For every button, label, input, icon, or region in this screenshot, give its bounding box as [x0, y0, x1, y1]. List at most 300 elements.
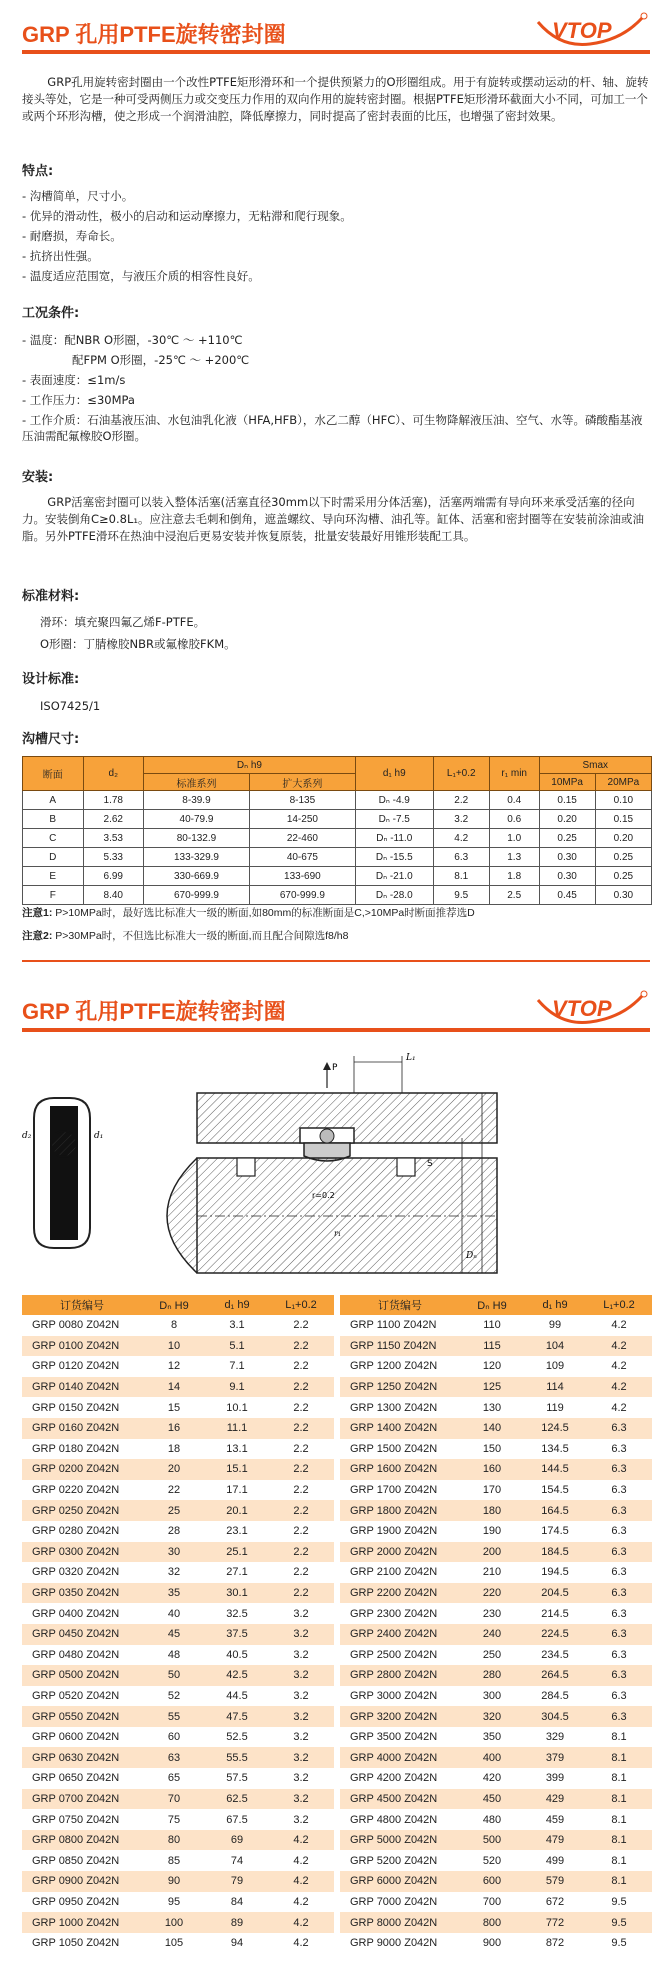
groove-cell: 80-132.9 — [144, 829, 250, 848]
order-code: GRP 0150 Z042N — [32, 1401, 120, 1414]
order-table-left — [22, 1295, 334, 1953]
order-value: 160 — [460, 1459, 524, 1480]
order-value: 12 — [167, 1360, 181, 1373]
order-value: 37.5 — [206, 1624, 268, 1645]
order-row — [22, 1912, 334, 1933]
order-row — [340, 1892, 652, 1913]
order-row — [22, 1439, 334, 1460]
order-value: 52.5 — [226, 1731, 248, 1744]
order-value: 8.1 — [586, 1789, 652, 1810]
order-row — [340, 1521, 652, 1542]
order-code: GRP 0650 Z042N — [32, 1772, 120, 1785]
order-value: 124.5 — [524, 1418, 586, 1439]
order-code: GRP 4000 Z042N — [340, 1747, 460, 1768]
groove-cell: 0.30 — [595, 886, 651, 905]
groove-cell: 133-329.9 — [144, 848, 250, 867]
order-value: 240 — [460, 1624, 524, 1645]
order-value: 250 — [482, 1648, 502, 1661]
standard-value: ISO7425/1 — [40, 699, 101, 713]
note-2-label: 注意2: — [22, 930, 53, 942]
order-value: 104 — [524, 1336, 586, 1357]
order-row — [340, 1665, 652, 1686]
order-code: GRP 0600 Z042N — [32, 1731, 120, 1744]
order-value: 4.2 — [586, 1336, 652, 1357]
order-row — [22, 1336, 334, 1357]
order-value: 10 — [142, 1336, 206, 1357]
groove-cell: D — [23, 848, 84, 867]
groove-cell: 22-460 — [249, 829, 355, 848]
groove-cell: 330-669.9 — [144, 867, 250, 886]
order-code: GRP 2800 Z042N — [340, 1665, 460, 1686]
groove-row — [23, 810, 652, 829]
order-value: 75 — [167, 1813, 181, 1826]
header-20mpa: 20MPa — [595, 774, 651, 791]
order-value: 2.2 — [268, 1377, 334, 1398]
order-code: GRP 3000 Z042N — [350, 1689, 438, 1702]
order-value: 62.5 — [206, 1789, 268, 1810]
groove-cell: Dₙ -21.0 — [355, 867, 433, 886]
order-row — [22, 1603, 334, 1624]
order-code: GRP 5000 Z042N — [340, 1830, 460, 1851]
order-value: 4.2 — [268, 1830, 334, 1851]
condition-item: - 工作介质：石油基液压油、水包油乳化液（HFA,HFB），水乙二醇（HFC）、可生物降解液压油、空气、水等。磷酸酯基液压油需配氟橡胶O形圈。 — [22, 413, 643, 443]
header-l1: L₁+0.2 — [586, 1295, 652, 1315]
order-code: GRP 0550 Z042N — [22, 1706, 142, 1727]
order-value: 6.3 — [611, 1689, 627, 1702]
groove-cell: 3.2 — [433, 810, 489, 829]
groove-cell: 670-999.9 — [249, 886, 355, 905]
order-value: 94 — [230, 1937, 244, 1950]
order-row — [340, 1727, 652, 1748]
feature-item: - 温度适应范围宽，与液压介质的相容性良好。 — [22, 269, 260, 283]
groove-cell: 6.3 — [433, 848, 489, 867]
order-value: 6.3 — [611, 1484, 627, 1497]
install-text: GRP活塞密封圈可以装入整体活塞(活塞直径30mm以下时需采用分体活塞)，活塞两端需有导向环来承受活塞的径向力。安装倒角C≥0.8L₁。应注意去毛刺和倒角，遮盖螺纹、导向环沟槽、油孔等。缸体、活塞和密封圈等在安装前涂油或油脂。另外PTFE滑环在热油中浸泡后更易安装并恢复原装，批量安装最好用锥形装配工具。 — [22, 495, 644, 543]
order-row — [22, 1686, 334, 1707]
order-row — [22, 1542, 334, 1563]
order-value: 2.2 — [293, 1360, 309, 1373]
order-value: 9.5 — [586, 1912, 652, 1933]
order-value: 304.5 — [524, 1706, 586, 1727]
order-value: 9.1 — [206, 1377, 268, 1398]
order-row — [340, 1871, 652, 1892]
order-value: 4.2 — [268, 1871, 334, 1892]
order-value: 672 — [545, 1895, 565, 1908]
order-row — [340, 1315, 652, 1336]
note-1-label: 注意1: — [22, 907, 53, 919]
order-value: 13.1 — [226, 1442, 248, 1455]
header-extended-series: 扩大系列 — [249, 774, 355, 791]
order-value: 3.2 — [268, 1624, 334, 1645]
order-value: 194.5 — [541, 1566, 569, 1579]
order-code: GRP 0950 Z042N — [32, 1895, 120, 1908]
order-value: 4.2 — [293, 1854, 309, 1867]
feature-item: - 耐磨损，寿命长。 — [22, 229, 122, 243]
order-value: 3.2 — [293, 1648, 309, 1661]
order-code: GRP 0900 Z042N — [22, 1871, 142, 1892]
order-value: 4.2 — [293, 1895, 309, 1908]
order-value: 65 — [167, 1772, 181, 1785]
order-row — [22, 1727, 334, 1748]
order-value: 45 — [142, 1624, 206, 1645]
order-row — [22, 1665, 334, 1686]
order-code: GRP 1150 Z042N — [340, 1336, 460, 1357]
order-value: 40 — [167, 1607, 181, 1620]
order-value: 8.1 — [611, 1854, 627, 1867]
order-row — [22, 1397, 334, 1418]
order-code: GRP 9000 Z042N — [350, 1937, 438, 1950]
groove-cell: 0.20 — [595, 829, 651, 848]
order-value: 14 — [142, 1377, 206, 1398]
order-value: 224.5 — [524, 1624, 586, 1645]
order-code: GRP 2500 Z042N — [350, 1648, 438, 1661]
order-value: 90 — [142, 1871, 206, 1892]
svg-text:r₁: r₁ — [334, 1229, 342, 1238]
order-row — [340, 1686, 652, 1707]
order-row — [22, 1768, 334, 1789]
groove-cell: 6.99 — [83, 867, 144, 886]
order-code: GRP 0320 Z042N — [32, 1566, 120, 1579]
order-row — [340, 1645, 652, 1666]
order-value: 190 — [482, 1525, 502, 1538]
svg-text:r=0.2: r=0.2 — [312, 1191, 335, 1200]
order-value: 8.1 — [611, 1772, 627, 1785]
order-row — [22, 1418, 334, 1439]
order-row — [340, 1336, 652, 1357]
order-value: 30 — [142, 1542, 206, 1563]
header-d1: d₁ h9 — [206, 1295, 268, 1315]
order-code: GRP 1900 Z042N — [350, 1525, 438, 1538]
order-value: 5.1 — [206, 1336, 268, 1357]
order-row — [340, 1624, 652, 1645]
material-item: 滑环：填充聚四氟乙烯F-PTFE。 — [40, 615, 206, 629]
note-2 — [22, 928, 348, 943]
groove-cell: 1.8 — [489, 867, 539, 886]
header-section: 断面 — [23, 757, 84, 791]
groove-cell: 0.6 — [489, 810, 539, 829]
header-dn: Dₙ H9 — [142, 1295, 206, 1315]
order-code: GRP 0220 Z042N — [32, 1484, 120, 1497]
order-value: 230 — [482, 1607, 502, 1620]
order-row — [340, 1830, 652, 1851]
order-value: 85 — [167, 1854, 181, 1867]
order-value: 105 — [164, 1937, 184, 1950]
order-value: 8.1 — [586, 1871, 652, 1892]
svg-text:d₂: d₂ — [22, 1131, 32, 1141]
groove-cell: F — [23, 886, 84, 905]
order-value: 89 — [206, 1912, 268, 1933]
order-value: 44.5 — [226, 1689, 248, 1702]
order-value: 329 — [545, 1731, 565, 1744]
order-row — [22, 1645, 334, 1666]
order-value: 264.5 — [524, 1665, 586, 1686]
order-row — [22, 1747, 334, 1768]
material-heading: 标准材料: — [22, 589, 80, 604]
order-value: 60 — [167, 1731, 181, 1744]
groove-cell: 2.2 — [433, 791, 489, 810]
install-heading: 安装: — [22, 470, 54, 485]
order-value: 16 — [142, 1418, 206, 1439]
order-value: 8.1 — [611, 1731, 627, 1744]
order-row — [340, 1542, 652, 1563]
order-value: 2.2 — [268, 1542, 334, 1563]
groove-table — [22, 756, 652, 905]
order-value: 6.3 — [586, 1500, 652, 1521]
groove-cell: 5.33 — [83, 848, 144, 867]
order-value: 15.1 — [206, 1459, 268, 1480]
order-value: 74 — [230, 1854, 244, 1867]
order-code: GRP 4200 Z042N — [350, 1772, 438, 1785]
groove-cell: 8-135 — [249, 791, 355, 810]
order-value: 9.5 — [611, 1895, 627, 1908]
order-value: 2.2 — [268, 1336, 334, 1357]
groove-row — [23, 867, 652, 886]
groove-cell: 1.3 — [489, 848, 539, 867]
groove-cell: E — [23, 867, 84, 886]
order-value: 6.3 — [611, 1566, 627, 1579]
order-code: GRP 0350 Z042N — [22, 1583, 142, 1604]
order-value: 27.1 — [226, 1566, 248, 1579]
order-value: 140 — [460, 1418, 524, 1439]
order-row — [340, 1747, 652, 1768]
order-value: 450 — [460, 1789, 524, 1810]
groove-cell: 8-39.9 — [144, 791, 250, 810]
order-code: GRP 0700 Z042N — [22, 1789, 142, 1810]
groove-cell: 133-690 — [249, 867, 355, 886]
order-row — [22, 1521, 334, 1542]
groove-row — [23, 886, 652, 905]
order-code: GRP 1100 Z042N — [350, 1319, 437, 1332]
order-code: GRP 2000 Z042N — [340, 1542, 460, 1563]
condition-item: 配FPM O形圈，-25℃ ～ +200℃ — [72, 353, 250, 367]
order-value: 120 — [482, 1360, 502, 1373]
conditions-heading: 工况条件: — [22, 306, 80, 321]
groove-cell: 2.5 — [489, 886, 539, 905]
groove-cell: Dₙ -7.5 — [355, 810, 433, 829]
order-value: 32.5 — [226, 1607, 248, 1620]
condition-item: - 表面速度：≤1m/s — [22, 373, 126, 387]
groove-cell: 3.53 — [83, 829, 144, 848]
note-1-text: P>10MPa时，最好选比标准大一级的断面,如80mm的标准断面是C,>10MPa时断面推荐选D — [55, 907, 475, 919]
order-value: 520 — [482, 1854, 502, 1867]
groove-cell: B — [23, 810, 84, 829]
header-standard-series: 标准系列 — [144, 774, 250, 791]
order-value: 11.1 — [206, 1418, 268, 1439]
order-code: GRP 1800 Z042N — [340, 1500, 460, 1521]
order-value: 214.5 — [541, 1607, 569, 1620]
order-value: 6.3 — [586, 1418, 652, 1439]
order-row — [340, 1397, 652, 1418]
order-value: 2.2 — [268, 1583, 334, 1604]
groove-row — [23, 848, 652, 867]
order-value: 57.5 — [226, 1772, 248, 1785]
order-row — [22, 1892, 334, 1913]
order-value: 499 — [545, 1854, 565, 1867]
note-2-text: P>30MPa时，不但选比标准大一级的断面,而且配合间隙选f8/h8 — [55, 930, 349, 942]
order-code: GRP 0400 Z042N — [32, 1607, 120, 1620]
order-value: 6.3 — [586, 1583, 652, 1604]
order-code: GRP 0140 Z042N — [22, 1377, 142, 1398]
order-value: 15 — [167, 1401, 181, 1414]
groove-heading: 沟槽尺寸: — [22, 732, 80, 747]
order-value: 3.2 — [293, 1607, 309, 1620]
order-value: 3.2 — [293, 1731, 309, 1744]
order-value: 119 — [546, 1401, 564, 1414]
svg-text:P: P — [332, 1063, 338, 1073]
order-value: 3.2 — [268, 1665, 334, 1686]
order-code: GRP 1700 Z042N — [350, 1484, 438, 1497]
order-row — [22, 1562, 334, 1583]
order-value: 9.5 — [611, 1937, 627, 1950]
groove-cell: 2.62 — [83, 810, 144, 829]
order-row — [22, 1583, 334, 1604]
order-value: 2.2 — [268, 1500, 334, 1521]
order-value: 3.2 — [268, 1789, 334, 1810]
order-value: 4.2 — [611, 1360, 627, 1373]
svg-text:S: S — [427, 1159, 433, 1169]
order-value: 479 — [524, 1830, 586, 1851]
groove-cell: Dₙ -11.0 — [355, 829, 433, 848]
order-value: 22 — [167, 1484, 181, 1497]
order-row — [22, 1500, 334, 1521]
order-row — [22, 1830, 334, 1851]
svg-text:d₁: d₁ — [94, 1131, 104, 1141]
order-value: 6.3 — [611, 1607, 627, 1620]
order-value: 150 — [482, 1442, 502, 1455]
groove-cell: 1.0 — [489, 829, 539, 848]
oil-hole — [237, 1158, 255, 1176]
page2-title: GRP 孔用PTFE旋转密封圈 — [22, 999, 286, 1024]
order-code: GRP 1000 Z042N — [22, 1912, 142, 1933]
order-value: 284.5 — [541, 1689, 569, 1702]
groove-cell: Dₙ -28.0 — [355, 886, 433, 905]
svg-text:Dₙ: Dₙ — [466, 1251, 477, 1261]
order-value: 125 — [460, 1377, 524, 1398]
order-value: 40.5 — [226, 1648, 248, 1661]
order-code: GRP 3500 Z042N — [350, 1731, 438, 1744]
header-r1: r₁ min — [489, 757, 539, 791]
order-code: GRP 1300 Z042N — [350, 1401, 438, 1414]
order-value: 114 — [524, 1377, 586, 1398]
order-value: 84 — [230, 1895, 244, 1908]
order-code: GRP 5200 Z042N — [350, 1854, 438, 1867]
order-code: GRP 4500 Z042N — [340, 1789, 460, 1810]
order-value: 70 — [142, 1789, 206, 1810]
order-value: 3.2 — [268, 1706, 334, 1727]
order-value: 280 — [460, 1665, 524, 1686]
order-value: 579 — [524, 1871, 586, 1892]
header-d2: d₂ — [83, 757, 144, 791]
order-row — [22, 1624, 334, 1645]
order-code: GRP 0750 Z042N — [32, 1813, 120, 1826]
order-value: 2.2 — [293, 1442, 309, 1455]
groove-cell: 0.25 — [595, 867, 651, 886]
groove-cell: 0.15 — [539, 791, 595, 810]
order-value: 6.3 — [586, 1665, 652, 1686]
order-value: 154.5 — [541, 1484, 569, 1497]
intro-text: GRP孔用旋转密封圈由一个改性PTFE矩形滑环和一个提供预紧力的O形圈组成。用于有旋转或摆动运动的杆、轴、旋转接头等处，它是一种可受两侧压力或交变压力作用的双向作用的旋转密封圈。根据PTFE矩形滑环截面大小不同，可加工一个或两个环形沟槽，使之形成一个润滑油腔，降低摩擦力，同时提高了密封表面的比压，也增强了密封效果。 — [22, 75, 649, 123]
order-value: 32 — [167, 1566, 181, 1579]
feature-item: - 优异的滑动性，极小的启动和运动摩擦力，无粘滞和爬行现象。 — [22, 209, 352, 223]
order-value: 2.2 — [268, 1459, 334, 1480]
order-row — [22, 1850, 334, 1871]
order-value: 95 — [167, 1895, 181, 1908]
seal-cross-section — [22, 1098, 103, 1248]
order-value: 2.2 — [293, 1566, 309, 1579]
order-code: GRP 1400 Z042N — [340, 1418, 460, 1439]
order-value: 2.2 — [293, 1319, 309, 1332]
order-row — [22, 1871, 334, 1892]
order-row — [22, 1377, 334, 1398]
groove-cell: 8.1 — [433, 867, 489, 886]
order-row — [340, 1377, 652, 1398]
header-10mpa: 10MPa — [539, 774, 595, 791]
order-code: GRP 0120 Z042N — [32, 1360, 120, 1373]
order-row — [22, 1789, 334, 1810]
order-value: 480 — [482, 1813, 502, 1826]
order-value: 10.1 — [226, 1401, 248, 1414]
order-row — [22, 1706, 334, 1727]
order-value: 399 — [545, 1772, 565, 1785]
order-value: 174.5 — [541, 1525, 569, 1538]
order-code: GRP 2100 Z042N — [350, 1566, 438, 1579]
groove-cell: 0.30 — [539, 867, 595, 886]
standard-heading: 设计标准: — [22, 672, 80, 687]
order-row — [340, 1933, 652, 1954]
order-value: 3.2 — [268, 1747, 334, 1768]
order-value: 55.5 — [206, 1747, 268, 1768]
order-value: 79 — [206, 1871, 268, 1892]
order-value: 3.2 — [293, 1689, 309, 1702]
order-value: 872 — [545, 1937, 565, 1950]
order-row — [340, 1439, 652, 1460]
header-d1: d₁ h9 — [524, 1295, 586, 1315]
order-value: 4.2 — [586, 1377, 652, 1398]
order-value: 429 — [524, 1789, 586, 1810]
order-code: GRP 0180 Z042N — [32, 1442, 120, 1455]
order-row — [340, 1850, 652, 1871]
order-code: GRP 1500 Z042N — [350, 1442, 438, 1455]
note-1 — [22, 905, 475, 920]
order-value: 4.2 — [293, 1937, 309, 1950]
header-l1: L₁+0.2 — [268, 1295, 334, 1315]
header-l1: L₁+0.2 — [433, 757, 489, 791]
order-code: GRP 1600 Z042N — [340, 1459, 460, 1480]
order-code: GRP 0850 Z042N — [32, 1854, 120, 1867]
order-value: 2.2 — [268, 1418, 334, 1439]
order-code: GRP 0480 Z042N — [32, 1648, 120, 1661]
order-value: 420 — [482, 1772, 502, 1785]
order-value: 8 — [170, 1319, 178, 1332]
header-order-code: 订货编号 — [340, 1295, 460, 1315]
order-value: 2.2 — [293, 1525, 309, 1538]
order-value: 55 — [142, 1706, 206, 1727]
order-value: 2.2 — [293, 1484, 309, 1497]
order-code: GRP 0160 Z042N — [22, 1418, 142, 1439]
order-code: GRP 0520 Z042N — [32, 1689, 120, 1702]
groove-cell: A — [23, 791, 84, 810]
svg-text:VTOP: VTOP — [552, 18, 612, 43]
header-order-code: 订货编号 — [22, 1295, 142, 1315]
order-value: 110 — [483, 1319, 501, 1332]
order-row — [22, 1315, 334, 1336]
order-value: 20.1 — [206, 1500, 268, 1521]
groove-cell: Dₙ -15.5 — [355, 848, 433, 867]
order-value: 8.1 — [611, 1813, 627, 1826]
feature-item: - 沟槽简单，尺寸小。 — [22, 189, 134, 203]
order-value: 99 — [548, 1319, 562, 1332]
order-value: 7.1 — [229, 1360, 245, 1373]
